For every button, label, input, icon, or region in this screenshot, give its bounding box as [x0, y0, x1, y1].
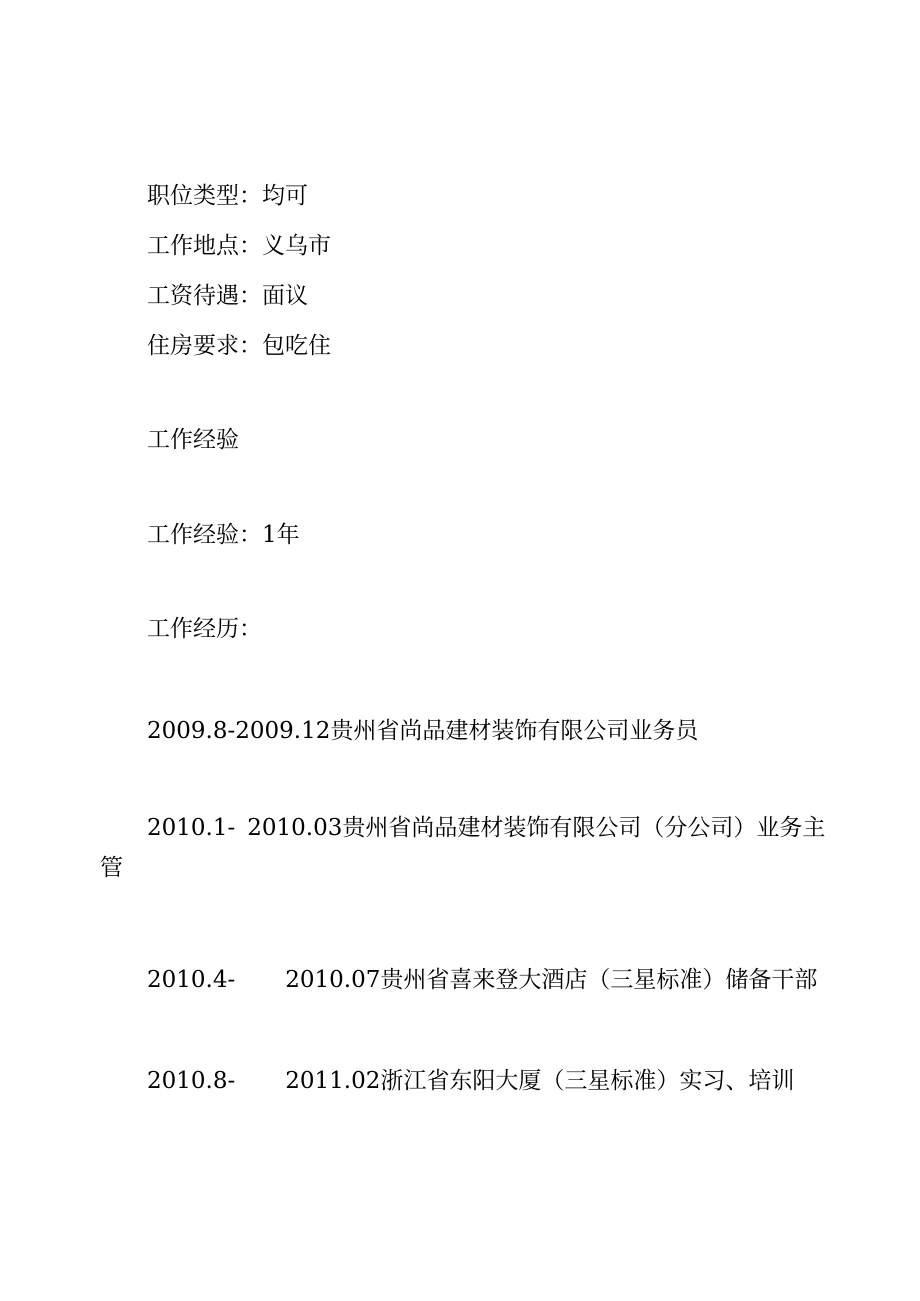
job-type-line: 职位类型：均可: [147, 183, 308, 209]
work-history-label: 工作经历：: [147, 616, 262, 642]
salary-line: 工资待遇：面议: [147, 283, 308, 309]
experience-heading: 工作经验: [147, 427, 239, 453]
experience-years-line: 工作经验：1年: [147, 522, 300, 548]
history-entry-3: [147, 965, 817, 995]
history-entry-1: 2009.8-2009.12贵州省尚品建材装饰有限公司业务员: [147, 718, 699, 744]
history-entry-2: [100, 813, 826, 883]
history-entry-2-start: 2010.1-: [147, 815, 236, 841]
history-entry-2-line-2: 管: [100, 855, 123, 881]
history-entry-4-text: 2011.02浙江省东阳大厦（三星标准）实习、培训: [285, 1068, 795, 1094]
history-entry-4: [147, 1066, 794, 1096]
housing-line: 住房要求：包吃住: [147, 333, 331, 359]
work-location-line: 工作地点：义乌市: [147, 233, 331, 259]
history-entry-4-start: 2010.8-: [147, 1068, 236, 1094]
history-entry-2-text-1: 2010.03贵州省尚品建材装饰有限公司（分公司）业务主: [247, 815, 826, 841]
history-entry-3-start: 2010.4-: [147, 967, 236, 993]
history-entry-3-text: 2010.07贵州省喜来登大酒店（三星标准）储备干部: [285, 967, 818, 993]
history-entry-2-line-1: [100, 813, 826, 843]
